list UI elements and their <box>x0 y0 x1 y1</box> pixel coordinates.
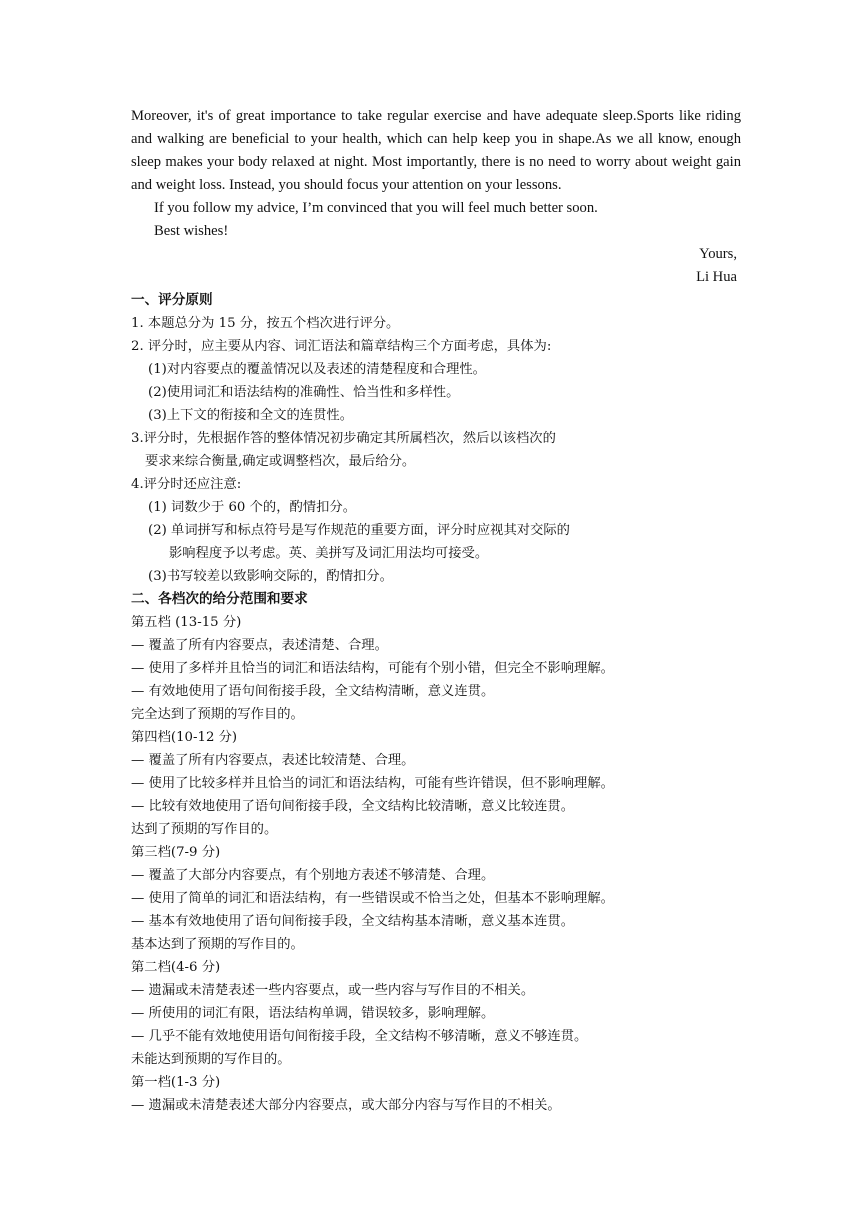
letter-closing-line: If you follow my advice, I’m convinced that you will feel much better soon. <box>154 200 598 216</box>
letter-paragraph: Moreover, it's of great importance to take regular exercise and have adequate sleep.Sports like riding and walking are beneficial to your health, which can help keep you in shape.As we all know, enough sleep makes your body relaxed at night. Most importantly, there is no need to worry about weight gain and weight loss. Instead, you should focus your attention on your lessons. <box>131 108 741 193</box>
letter-wishes: Best wishes! <box>154 223 229 239</box>
band-line: — 遗漏或未清楚表述一些内容要点，或一些内容与写作目的不相关。 <box>131 983 535 998</box>
band-title: 第一档(1-3 分) <box>131 1075 221 1090</box>
principle-subitem: (1) 词数少于 60 个的，酌情扣分。 <box>148 500 356 515</box>
band-title: 第二档(4-6 分) <box>131 960 221 975</box>
principle-subitem: (2) 单词拼写和标点符号是写作规范的重要方面，评分时应视其对交际的 <box>148 523 570 538</box>
band-line: — 比较有效地使用了语句间衔接手段，全文结构比较清晰，意义比较连贯。 <box>131 799 575 814</box>
principle-subitem: (3)书写较差以致影响交际的，酌情扣分。 <box>148 569 393 584</box>
principle-item: 4.评分时还应注意: <box>131 477 242 492</box>
band-line: — 覆盖了所有内容要点，表述比较清楚、合理。 <box>131 753 415 768</box>
principle-item: 2. 评分时，应主要从内容、词汇语法和篇章结构三个方面考虑，具体为: <box>131 339 552 354</box>
band-title: 第五档 (13-15 分) <box>131 615 242 630</box>
band-line: — 所使用的词汇有限，语法结构单调，错误较多，影响理解。 <box>131 1006 495 1021</box>
band-line: 未能达到预期的写作目的。 <box>131 1052 291 1067</box>
principle-item: 3.评分时，先根据作答的整体情况初步确定其所属档次，然后以该档次的 <box>131 431 556 446</box>
band-title: 第三档(7-9 分) <box>131 845 221 860</box>
principle-item-continuation: 要求来综合衡量,确定或调整档次，最后给分。 <box>145 454 416 469</box>
band-line: — 覆盖了大部分内容要点，有个别地方表述不够清楚、合理。 <box>131 868 495 883</box>
band-line: — 有效地使用了语句间衔接手段，全文结构清晰，意义连贯。 <box>131 684 495 699</box>
principle-subitem: (1)对内容要点的覆盖情况以及表述的清楚程度和合理性。 <box>148 362 486 377</box>
band-line: — 遗漏或未清楚表述大部分内容要点，或大部分内容与写作目的不相关。 <box>131 1098 561 1113</box>
principle-item: 1. 本题总分为 15 分，按五个档次进行评分。 <box>131 316 400 331</box>
principles-heading: 一、评分原则 <box>131 292 213 308</box>
band-line: 达到了预期的写作目的。 <box>131 822 278 837</box>
principle-subitem: (3)上下文的衔接和全文的连贯性。 <box>148 408 353 423</box>
band-title: 第四档(10-12 分) <box>131 730 238 745</box>
principle-subitem-continuation: 影响程度予以考虑。英、美拼写及词汇用法均可接受。 <box>169 546 489 561</box>
band-line: — 几乎不能有效地使用语句间衔接手段，全文结构不够清晰，意义不够连贯。 <box>131 1029 588 1044</box>
band-line: — 使用了多样并且恰当的词汇和语法结构，可能有个别小错，但完全不影响理解。 <box>131 661 614 676</box>
letter-signature: Li Hua <box>696 269 737 285</box>
band-line: — 使用了比较多样并且恰当的词汇和语法结构，可能有些许错误，但不影响理解。 <box>131 776 614 791</box>
letter-yours: Yours, <box>699 246 737 262</box>
principle-subitem: (2)使用词汇和语法结构的准确性、恰当性和多样性。 <box>148 385 460 400</box>
band-line: 基本达到了预期的写作目的。 <box>131 937 304 952</box>
band-line: — 使用了简单的词汇和语法结构，有一些错误或不恰当之处，但基本不影响理解。 <box>131 891 614 906</box>
document-page <box>131 105 741 1117</box>
band-line: — 覆盖了所有内容要点，表述清楚、合理。 <box>131 638 388 653</box>
band-line: 完全达到了预期的写作目的。 <box>131 707 304 722</box>
band-line: — 基本有效地使用了语句间衔接手段，全文结构基本清晰，意义基本连贯。 <box>131 914 575 929</box>
grades-heading: 二、各档次的给分范围和要求 <box>131 591 308 607</box>
